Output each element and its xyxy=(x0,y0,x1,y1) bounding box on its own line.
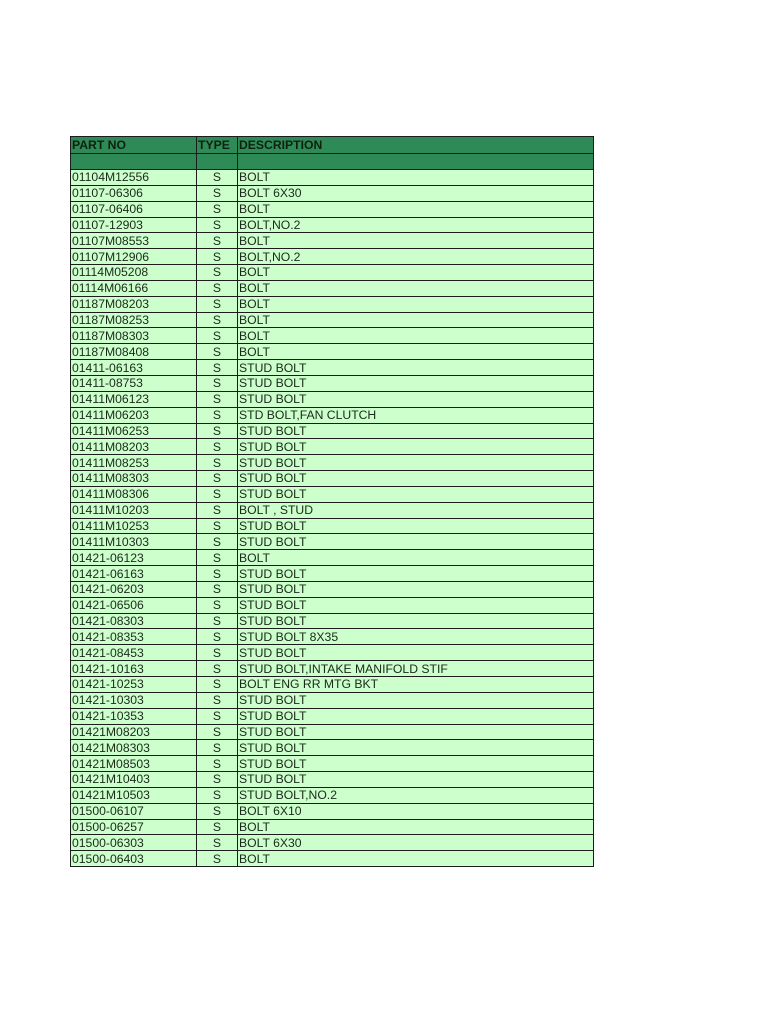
type-cell: S xyxy=(197,518,238,534)
table-row xyxy=(71,835,594,851)
table-row xyxy=(71,502,594,518)
type-cell: S xyxy=(197,819,238,835)
part-no-cell: 01114M06166 xyxy=(71,280,197,296)
parts-table xyxy=(70,136,594,867)
type-cell: S xyxy=(197,787,238,803)
table-row xyxy=(71,471,594,487)
part-no-cell: 01187M08303 xyxy=(71,328,197,344)
description-cell: BOLT xyxy=(238,201,594,217)
type-cell: S xyxy=(197,296,238,312)
description-cell: BOLT xyxy=(238,265,594,281)
type-cell: S xyxy=(197,740,238,756)
table-row xyxy=(71,772,594,788)
part-no-cell: 01104M12556 xyxy=(71,170,197,186)
header-row xyxy=(71,137,594,154)
type-cell: S xyxy=(197,566,238,582)
part-no-cell: 01411M10203 xyxy=(71,502,197,518)
type-cell: S xyxy=(197,756,238,772)
table-row xyxy=(71,661,594,677)
part-no-cell: 01421-10303 xyxy=(71,692,197,708)
table-row xyxy=(71,708,594,724)
type-cell: S xyxy=(197,423,238,439)
description-cell: STUD BOLT xyxy=(238,391,594,407)
description-cell: STUD BOLT xyxy=(238,613,594,629)
table-row xyxy=(71,439,594,455)
description-cell: STUD BOLT xyxy=(238,772,594,788)
type-cell: S xyxy=(197,835,238,851)
type-cell: S xyxy=(197,471,238,487)
table-header xyxy=(71,137,594,170)
type-cell: S xyxy=(197,455,238,471)
type-cell: S xyxy=(197,851,238,867)
part-no-cell: 01421-08353 xyxy=(71,629,197,645)
description-cell: STUD BOLT xyxy=(238,756,594,772)
description-cell: BOLT xyxy=(238,233,594,249)
type-cell: S xyxy=(197,265,238,281)
part-no-cell: 01411M08306 xyxy=(71,486,197,502)
part-no-cell: 01107-06306 xyxy=(71,185,197,201)
header-spacer-cell xyxy=(71,154,197,170)
description-cell: BOLT , STUD xyxy=(238,502,594,518)
description-cell: STUD BOLT xyxy=(238,708,594,724)
table-row xyxy=(71,740,594,756)
description-cell: BOLT xyxy=(238,312,594,328)
part-no-cell: 01107-06406 xyxy=(71,201,197,217)
type-cell: S xyxy=(197,708,238,724)
description-cell: STUD BOLT,NO.2 xyxy=(238,787,594,803)
description-cell: BOLT ENG RR MTG BKT xyxy=(238,677,594,693)
description-cell: BOLT xyxy=(238,550,594,566)
table-row xyxy=(71,375,594,391)
type-cell: S xyxy=(197,772,238,788)
table-row xyxy=(71,249,594,265)
table-row xyxy=(71,613,594,629)
part-no-cell: 01421-06506 xyxy=(71,597,197,613)
description-cell: BOLT xyxy=(238,170,594,186)
type-cell: S xyxy=(197,692,238,708)
table-row xyxy=(71,597,594,613)
part-no-cell: 01114M05208 xyxy=(71,265,197,281)
part-no-cell: 01500-06403 xyxy=(71,851,197,867)
part-no-cell: 01500-06257 xyxy=(71,819,197,835)
description-cell: STUD BOLT 8X35 xyxy=(238,629,594,645)
table-row xyxy=(71,423,594,439)
table-row xyxy=(71,566,594,582)
description-cell: STD BOLT,FAN CLUTCH xyxy=(238,407,594,423)
description-cell: BOLT xyxy=(238,296,594,312)
description-cell: STUD BOLT xyxy=(238,439,594,455)
type-cell: S xyxy=(197,629,238,645)
type-cell: S xyxy=(197,280,238,296)
header-type: TYPE xyxy=(197,137,238,154)
table-row xyxy=(71,360,594,376)
part-no-cell: 01107-12903 xyxy=(71,217,197,233)
description-cell: BOLT xyxy=(238,344,594,360)
description-cell: STUD BOLT xyxy=(238,423,594,439)
part-no-cell: 01421-10353 xyxy=(71,708,197,724)
table-row xyxy=(71,265,594,281)
part-no-cell: 01421M08303 xyxy=(71,740,197,756)
type-cell: S xyxy=(197,201,238,217)
table-body xyxy=(71,170,594,867)
description-cell: STUD BOLT xyxy=(238,724,594,740)
description-cell: STUD BOLT xyxy=(238,566,594,582)
description-cell: STUD BOLT xyxy=(238,534,594,550)
table-row xyxy=(71,756,594,772)
table-row xyxy=(71,787,594,803)
table-row xyxy=(71,217,594,233)
description-cell: BOLT xyxy=(238,851,594,867)
table-row xyxy=(71,185,594,201)
type-cell: S xyxy=(197,170,238,186)
part-no-cell: 01421-06163 xyxy=(71,566,197,582)
part-no-cell: 01500-06303 xyxy=(71,835,197,851)
table-row xyxy=(71,170,594,186)
header-description: DESCRIPTION xyxy=(238,137,594,154)
type-cell: S xyxy=(197,407,238,423)
type-cell: S xyxy=(197,597,238,613)
description-cell: STUD BOLT xyxy=(238,645,594,661)
part-no-cell: 01411M10303 xyxy=(71,534,197,550)
table-row xyxy=(71,677,594,693)
part-no-cell: 01421-06123 xyxy=(71,550,197,566)
description-cell: STUD BOLT xyxy=(238,360,594,376)
header-spacer-cell xyxy=(238,154,594,170)
description-cell: STUD BOLT xyxy=(238,581,594,597)
description-cell: BOLT,NO.2 xyxy=(238,249,594,265)
part-no-cell: 01421M08203 xyxy=(71,724,197,740)
description-cell: BOLT 6X30 xyxy=(238,185,594,201)
part-no-cell: 01421-10163 xyxy=(71,661,197,677)
type-cell: S xyxy=(197,360,238,376)
part-no-cell: 01411M06203 xyxy=(71,407,197,423)
description-cell: STUD BOLT xyxy=(238,486,594,502)
table-row xyxy=(71,312,594,328)
table-row xyxy=(71,645,594,661)
table-row xyxy=(71,629,594,645)
part-no-cell: 01411M08303 xyxy=(71,471,197,487)
part-no-cell: 01187M08253 xyxy=(71,312,197,328)
table-row xyxy=(71,344,594,360)
type-cell: S xyxy=(197,581,238,597)
part-no-cell: 01500-06107 xyxy=(71,803,197,819)
type-cell: S xyxy=(197,217,238,233)
header-spacer-row xyxy=(71,154,594,170)
part-no-cell: 01411M06123 xyxy=(71,391,197,407)
type-cell: S xyxy=(197,375,238,391)
table-row xyxy=(71,724,594,740)
part-no-cell: 01421-10253 xyxy=(71,677,197,693)
table-row xyxy=(71,851,594,867)
description-cell: STUD BOLT xyxy=(238,518,594,534)
type-cell: S xyxy=(197,613,238,629)
type-cell: S xyxy=(197,328,238,344)
description-cell: STUD BOLT xyxy=(238,375,594,391)
type-cell: S xyxy=(197,344,238,360)
part-no-cell: 01421-08453 xyxy=(71,645,197,661)
description-cell: STUD BOLT xyxy=(238,740,594,756)
table-row xyxy=(71,280,594,296)
type-cell: S xyxy=(197,502,238,518)
type-cell: S xyxy=(197,550,238,566)
table-row xyxy=(71,534,594,550)
part-no-cell: 01411-08753 xyxy=(71,375,197,391)
table-row xyxy=(71,391,594,407)
description-cell: STUD BOLT xyxy=(238,455,594,471)
description-cell: STUD BOLT xyxy=(238,597,594,613)
part-no-cell: 01107M12906 xyxy=(71,249,197,265)
part-no-cell: 01411M08253 xyxy=(71,455,197,471)
part-no-cell: 01187M08408 xyxy=(71,344,197,360)
type-cell: S xyxy=(197,439,238,455)
table-row xyxy=(71,819,594,835)
type-cell: S xyxy=(197,534,238,550)
type-cell: S xyxy=(197,803,238,819)
description-cell: STUD BOLT xyxy=(238,471,594,487)
table-row xyxy=(71,518,594,534)
table-row xyxy=(71,581,594,597)
type-cell: S xyxy=(197,185,238,201)
table-row xyxy=(71,455,594,471)
part-no-cell: 01411M08203 xyxy=(71,439,197,455)
description-cell: BOLT xyxy=(238,280,594,296)
description-cell: BOLT,NO.2 xyxy=(238,217,594,233)
parts-sheet xyxy=(70,136,593,867)
description-cell: STUD BOLT xyxy=(238,692,594,708)
part-no-cell: 01187M08203 xyxy=(71,296,197,312)
table-row xyxy=(71,803,594,819)
type-cell: S xyxy=(197,391,238,407)
part-no-cell: 01107M08553 xyxy=(71,233,197,249)
type-cell: S xyxy=(197,677,238,693)
header-part-no: PART NO xyxy=(71,137,197,154)
type-cell: S xyxy=(197,233,238,249)
part-no-cell: 01421-08303 xyxy=(71,613,197,629)
description-cell: BOLT 6X30 xyxy=(238,835,594,851)
header-spacer-cell xyxy=(197,154,238,170)
type-cell: S xyxy=(197,645,238,661)
part-no-cell: 01411M10253 xyxy=(71,518,197,534)
table-row xyxy=(71,407,594,423)
description-cell: BOLT xyxy=(238,328,594,344)
part-no-cell: 01411M06253 xyxy=(71,423,197,439)
type-cell: S xyxy=(197,312,238,328)
table-row xyxy=(71,486,594,502)
table-row xyxy=(71,328,594,344)
part-no-cell: 01421-06203 xyxy=(71,581,197,597)
description-cell: STUD BOLT,INTAKE MANIFOLD STIF xyxy=(238,661,594,677)
description-cell: BOLT xyxy=(238,819,594,835)
table-row xyxy=(71,233,594,249)
part-no-cell: 01421M08503 xyxy=(71,756,197,772)
description-cell: BOLT 6X10 xyxy=(238,803,594,819)
part-no-cell: 01421M10403 xyxy=(71,772,197,788)
type-cell: S xyxy=(197,486,238,502)
part-no-cell: 01421M10503 xyxy=(71,787,197,803)
table-row xyxy=(71,296,594,312)
type-cell: S xyxy=(197,661,238,677)
table-row xyxy=(71,692,594,708)
type-cell: S xyxy=(197,724,238,740)
table-row xyxy=(71,550,594,566)
type-cell: S xyxy=(197,249,238,265)
part-no-cell: 01411-06163 xyxy=(71,360,197,376)
table-row xyxy=(71,201,594,217)
